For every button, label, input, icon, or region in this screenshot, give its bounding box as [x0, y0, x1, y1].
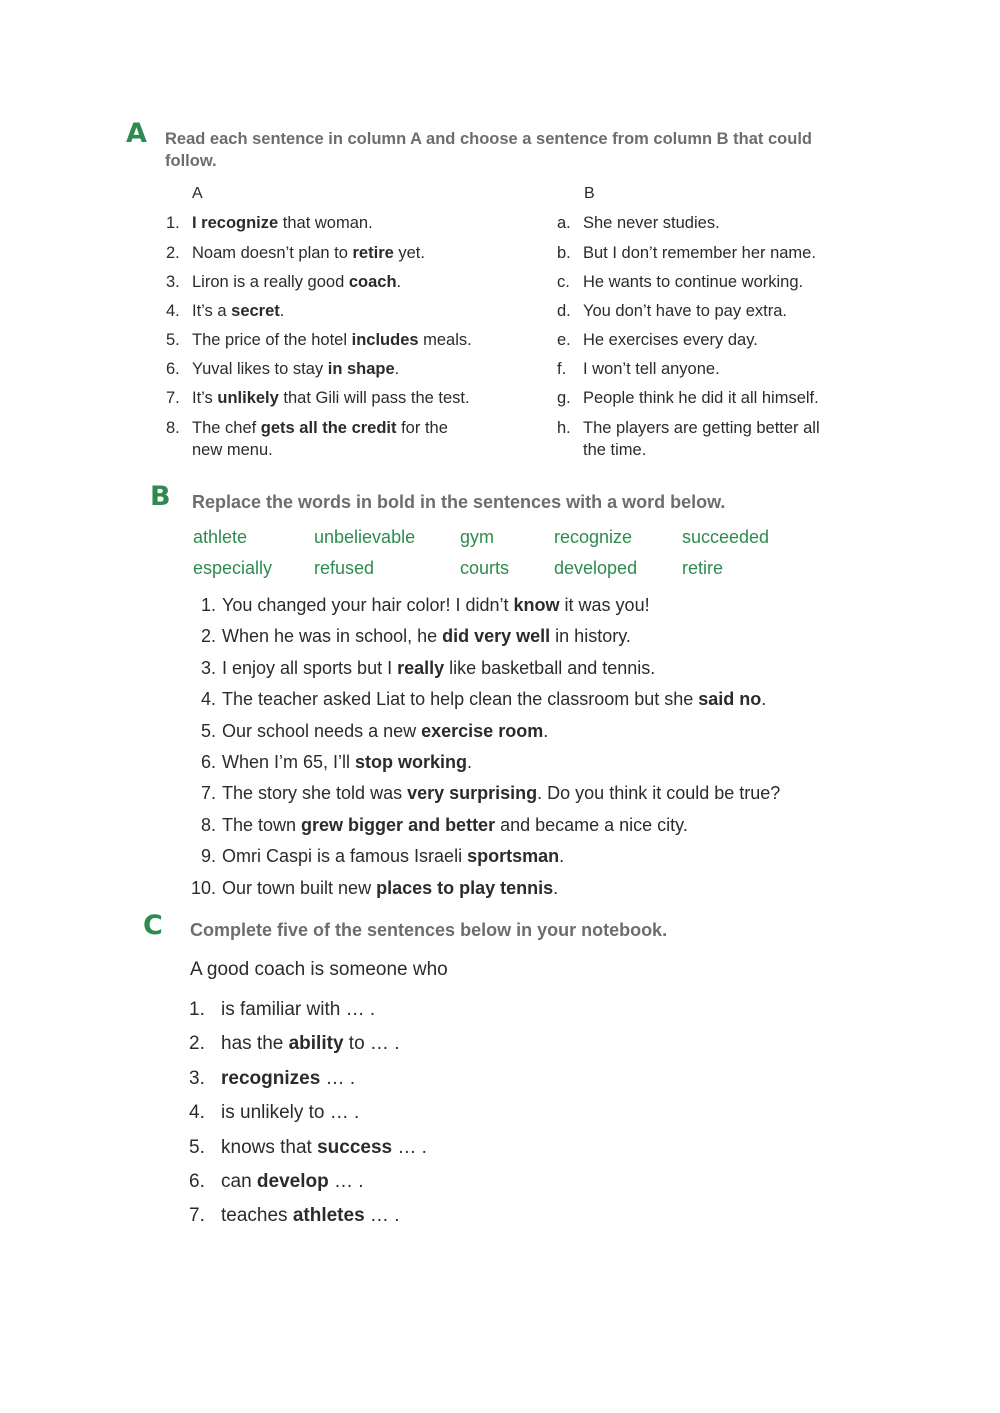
item-letter: b.	[557, 244, 571, 262]
item-text	[221, 1032, 399, 1056]
item-number: 8.	[200, 814, 216, 835]
section-b-text: When I’m 65, I’ll	[222, 752, 356, 772]
item-number: 4.	[189, 1102, 205, 1124]
section-b-bold-phrase: very surprising	[407, 783, 538, 804]
item-letter: c.	[557, 273, 570, 291]
item-text	[221, 1170, 364, 1194]
section-c-text: to … .	[343, 1033, 400, 1055]
section-b-text: You changed your hair color! I didn’t	[222, 595, 514, 615]
item-text	[583, 271, 803, 293]
item-text	[583, 300, 787, 322]
section-b-bold-phrase: exercise room	[421, 720, 544, 741]
item-text	[222, 657, 655, 679]
item-text	[192, 300, 284, 322]
column-a-text: The price of the hotel	[192, 331, 352, 349]
section-b-text: The town	[222, 814, 302, 835]
item-letter: f.	[557, 360, 567, 378]
section-b-text: like basketball and tennis.	[444, 657, 656, 678]
column-a-text: Noam doesn’t plan to	[192, 244, 353, 262]
word-bank-item: especially	[193, 558, 273, 578]
section-b-text: The teacher asked Liat to help clean the classroom but she	[222, 689, 699, 710]
section-b-bold-phrase: sportsman	[467, 846, 560, 867]
section-b-bold-phrase: places to play tennis	[376, 877, 554, 898]
column-b-text: He wants to continue working.	[583, 273, 804, 291]
item-number: 2.	[200, 626, 216, 647]
item-number: 1.	[200, 595, 216, 615]
column-a-bold-phrase: includes	[351, 331, 419, 349]
section-c-text: has the	[221, 1033, 289, 1055]
column-a-bold-phrase: secret	[231, 302, 280, 320]
item-number: 2.	[166, 244, 180, 262]
item-text	[221, 1067, 355, 1091]
item-text	[222, 751, 472, 773]
section-a-letter: A	[126, 118, 147, 149]
section-b-bold-phrase: stop working	[355, 752, 468, 772]
item-number: 7.	[166, 389, 180, 407]
item-text	[583, 417, 820, 461]
section-b-text: . Do you think it could be true?	[537, 783, 781, 804]
column-b-text: She never studies.	[583, 214, 720, 232]
item-number: 3.	[189, 1067, 205, 1089]
section-b-text: Our school needs a new	[222, 720, 422, 741]
item-number: 1.	[166, 214, 180, 232]
item-number: 7.	[189, 1205, 205, 1227]
column-a-bold-phrase: I recognize	[192, 214, 279, 232]
column-a-text: new menu.	[192, 441, 273, 459]
column-b-text: You don’t have to pay extra.	[583, 302, 787, 320]
item-number: 1.	[189, 999, 205, 1020]
item-text	[222, 720, 548, 742]
item-text	[222, 594, 650, 616]
section-b-text: Omri Caspi is a famous Israeli	[222, 846, 468, 867]
section-c-text: is familiar with	[221, 999, 341, 1020]
section-c-letter: C	[143, 910, 163, 941]
section-b-bold-phrase: said no	[698, 689, 762, 710]
column-a-text: .	[394, 360, 400, 378]
section-b-text: Our town built new	[222, 877, 377, 898]
column-b-heading: B	[584, 185, 595, 202]
item-number: 10.	[190, 877, 216, 898]
column-a-text: meals.	[418, 331, 472, 349]
item-text	[192, 329, 472, 351]
item-number: 6.	[200, 752, 216, 772]
item-text	[192, 242, 425, 264]
section-c-text: is unlikely to	[221, 1102, 325, 1124]
column-a-text: yet.	[393, 244, 425, 262]
item-number: 6.	[166, 360, 180, 378]
column-a-bold-phrase: retire	[352, 244, 394, 262]
word-bank-item: recognize	[554, 527, 633, 547]
column-a-text: .	[396, 273, 402, 291]
section-c-text: … .	[320, 1067, 356, 1089]
column-a-text: It’s a	[192, 302, 232, 320]
item-number: 5.	[166, 331, 180, 349]
word-bank-item: courts	[460, 558, 510, 578]
item-text	[222, 877, 558, 899]
item-number: 4.	[200, 689, 216, 710]
word-bank-item: athlete	[193, 527, 248, 547]
column-a-heading: A	[192, 185, 203, 202]
section-b-bold-phrase: really	[397, 657, 445, 678]
word-bank-item: succeeded	[682, 527, 770, 547]
column-a-bold-phrase: gets all the credit	[260, 419, 397, 437]
item-number: 3.	[166, 273, 180, 291]
item-letter: d.	[557, 302, 571, 320]
column-b-text: The players are getting better all	[583, 419, 820, 437]
item-text	[583, 212, 720, 234]
item-letter: g.	[557, 389, 571, 407]
column-a-bold-phrase: in shape	[327, 360, 395, 378]
item-text	[222, 625, 631, 647]
section-c-text: knows that	[221, 1136, 318, 1158]
item-text	[222, 688, 766, 710]
column-a-text: for the	[396, 419, 448, 437]
word-bank-item: unbelievable	[314, 527, 416, 547]
item-text	[221, 1101, 359, 1125]
item-number: 2.	[189, 1033, 205, 1055]
section-b-bold-phrase: grew bigger and better	[301, 814, 496, 835]
column-a-text: .	[279, 302, 285, 320]
item-text	[192, 212, 373, 234]
section-b-instruction: Replace the words in bold in the sentences with a word below.	[192, 492, 726, 512]
section-c-text: teaches	[221, 1205, 293, 1227]
item-letter: e.	[557, 331, 571, 349]
item-text	[583, 242, 816, 264]
column-a-text: that woman.	[278, 214, 373, 232]
item-number: 4.	[166, 302, 180, 320]
section-b-text: .	[761, 689, 767, 710]
column-a-text: It’s	[192, 389, 218, 407]
item-text	[583, 358, 720, 380]
section-c-bold-phrase: success	[317, 1136, 393, 1158]
item-number: 7.	[200, 783, 216, 804]
item-text	[221, 1136, 427, 1160]
section-c-text: … .	[364, 1205, 400, 1227]
column-a-bold-phrase: unlikely	[217, 389, 279, 407]
column-b-text: He exercises every day.	[583, 331, 758, 349]
section-c-lead: A good coach is someone who	[190, 959, 448, 980]
item-letter: h.	[557, 419, 571, 437]
item-number: 3.	[200, 657, 216, 678]
section-b-text: it was you!	[559, 595, 650, 615]
item-text	[222, 845, 564, 867]
section-b-text: .	[543, 720, 549, 741]
column-a-bold-phrase: coach	[348, 273, 397, 291]
column-b-text: People think he did it all himself.	[583, 389, 819, 407]
section-b-text: and became a nice city.	[495, 814, 688, 835]
item-text	[192, 387, 470, 409]
column-a-text: Liron is a really good	[192, 273, 349, 291]
item-number: 5.	[200, 720, 216, 741]
section-a-instruction: Read each sentence in column A and choose a sentence from column B that could follow.	[165, 130, 812, 170]
section-c-text: … .	[392, 1136, 427, 1158]
column-a-text: The chef	[192, 419, 261, 437]
section-c-text: … .	[324, 1102, 360, 1124]
section-c-text: … .	[328, 1171, 364, 1192]
section-c-text: can	[221, 1171, 257, 1192]
item-text	[221, 1204, 399, 1228]
item-text	[583, 329, 758, 351]
item-number: 8.	[166, 419, 180, 437]
section-c-instruction: Complete five of the sentences below in your notebook.	[190, 920, 668, 940]
section-c-bold-phrase: athletes	[292, 1205, 365, 1227]
section-b-text: .	[553, 877, 559, 898]
item-text	[221, 998, 375, 1022]
item-number: 6.	[189, 1171, 205, 1192]
section-b-text: .	[467, 752, 473, 772]
item-number: 9.	[200, 846, 216, 867]
item-text	[222, 814, 688, 836]
item-text	[583, 387, 819, 409]
section-b-text: .	[559, 846, 565, 867]
section-b-bold-phrase: know	[513, 595, 560, 615]
word-bank-item: refused	[314, 558, 375, 578]
section-c-text: … .	[340, 999, 376, 1020]
item-text	[192, 358, 399, 380]
word-bank-item: gym	[460, 527, 495, 547]
item-text	[192, 417, 448, 461]
column-b-text: I won’t tell anyone.	[583, 360, 720, 378]
column-b-text: the time.	[583, 441, 647, 459]
section-b-text: in history.	[550, 626, 631, 647]
column-a-text: Yuval likes to stay	[192, 360, 328, 378]
column-b-text: But I don’t remember her name.	[583, 244, 816, 262]
item-text	[222, 782, 780, 804]
section-c-bold-phrase: develop	[256, 1171, 329, 1192]
section-b-text: I enjoy all sports but I	[222, 657, 398, 678]
item-number: 5.	[189, 1136, 205, 1158]
word-bank-item: developed	[554, 558, 638, 578]
section-b-bold-phrase: did very well	[442, 626, 551, 647]
section-b-letter: B	[150, 481, 171, 512]
section-c-bold-phrase: recognizes	[221, 1067, 321, 1089]
section-b-text: The story she told was	[222, 783, 408, 804]
column-a-text: that Gili will pass the test.	[278, 389, 470, 407]
word-bank-item: retire	[682, 558, 724, 578]
item-text	[192, 271, 401, 293]
section-c-bold-phrase: ability	[288, 1033, 344, 1055]
item-letter: a.	[557, 214, 571, 232]
section-b-text: When he was in school, he	[222, 626, 443, 647]
